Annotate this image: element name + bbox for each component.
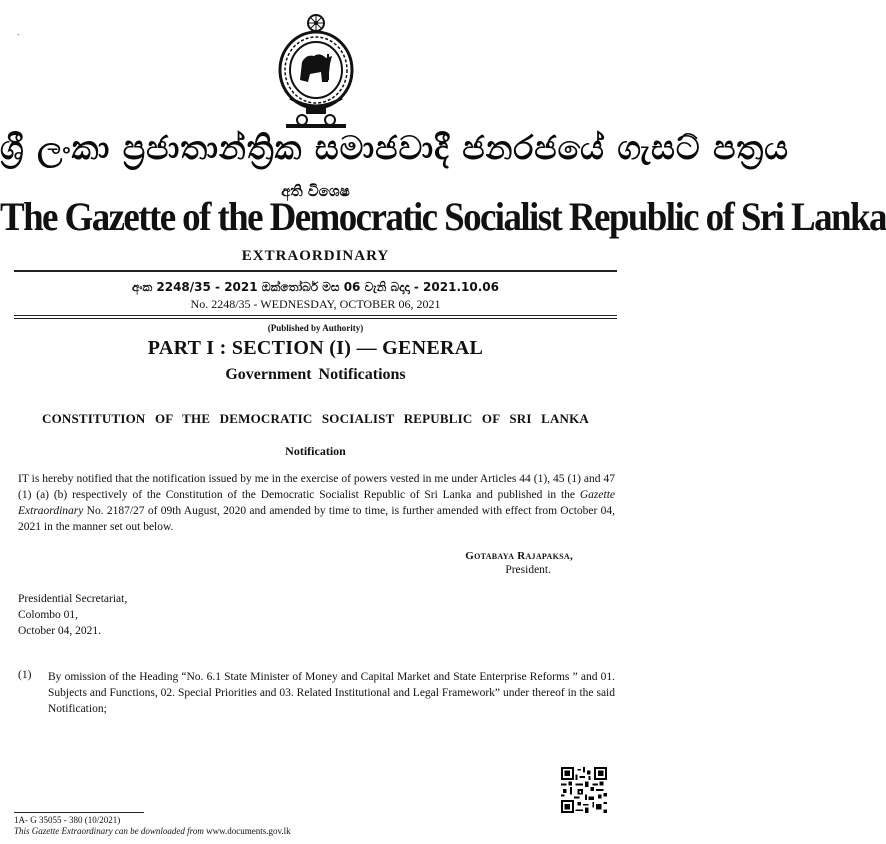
notice-paragraph	[18, 471, 615, 535]
issue-line-english: No. 2248/35 - WEDNESDAY, OCTOBER 06, 2021	[190, 297, 441, 311]
sri-lanka-emblem-icon	[272, 12, 360, 130]
signatory-name: Gotabaya Rajapaksa,	[465, 550, 573, 562]
download-site-link[interactable]: www.documents.gov.lk	[206, 826, 291, 836]
section-subtitle: Government Notifications	[225, 366, 406, 383]
signatory-title: President.	[505, 564, 551, 576]
gazette-extraordinary-italic: Gazette Extraordinary	[18, 489, 615, 517]
qr-code-icon	[561, 767, 607, 813]
header-divider	[14, 270, 617, 272]
sinhala-gazette-title: ශ්‍රී ලංකා ප්‍රජාතාන්ත්‍රික සමාජවාදී ජනරජයේ ගැසට් පත්‍රය	[0, 128, 789, 167]
part-heading: PART I : SECTION (I) — GENERAL	[147, 337, 484, 359]
sinhala-extraordinary-label: අති විශෙෂ	[281, 182, 350, 200]
paragraph-text-end: No. 2187/27 of 09th August, 2020 and amended by time to time, is further amended with effect from October 04, 2021 in the manner set out below.	[18, 505, 615, 533]
address-line-1: Presidential Secretariat,	[18, 593, 128, 605]
corner-mark: -	[17, 30, 20, 39]
amendment-item-text: By omission of the Heading “No. 6.1 State Minister of Money and Capital Market and State Enterprise Reforms ” and 01. Subjects and Functions, 02. Special Priorities and 03. Related Institutional and Legal Framework” under thereof in the said Notification;	[48, 671, 615, 715]
notice-heading: CONSTITUTION OF THE DEMOCRATIC SOCIALIST REPUBLIC OF SRI LANKA	[41, 411, 590, 426]
download-note-text: This Gazette Extraordinary can be downloaded from	[14, 826, 207, 836]
issue-divider-top	[14, 315, 617, 316]
issue-divider-bottom	[14, 318, 617, 319]
notice-subheading: Notification	[285, 444, 346, 458]
footer-divider	[14, 812, 144, 813]
paragraph-text-start: IT is hereby notified that the notification issued by me in the exercise of powers vested in me under Articles 44 (1), 45 (1) and 47 (1) (a) (b) respectively of the Constitution of the Democratic Socialist Republic of Sri Lanka and published in the	[18, 473, 615, 501]
extraordinary-label: EXTRAORDINARY	[241, 248, 390, 264]
published-by-authority: (Published by Authority)	[267, 323, 364, 333]
footer-download-note	[14, 826, 291, 836]
amendment-item-number: (1)	[18, 669, 32, 681]
issue-line-sinhala: අංක 2248/35 - 2021 ඔක්තෝබර් මස 06 වැනි බදාදා - 2021.10.06	[132, 280, 499, 294]
address-line-3: October 04, 2021.	[18, 625, 102, 637]
english-gazette-title: The Gazette of the Democratic Socialist Republic of Sri Lanka	[0, 194, 886, 241]
address-line-2: Colombo 01,	[18, 609, 79, 621]
footer-print-code: 1A- G 35055 - 380 (10/2021)	[14, 815, 121, 825]
